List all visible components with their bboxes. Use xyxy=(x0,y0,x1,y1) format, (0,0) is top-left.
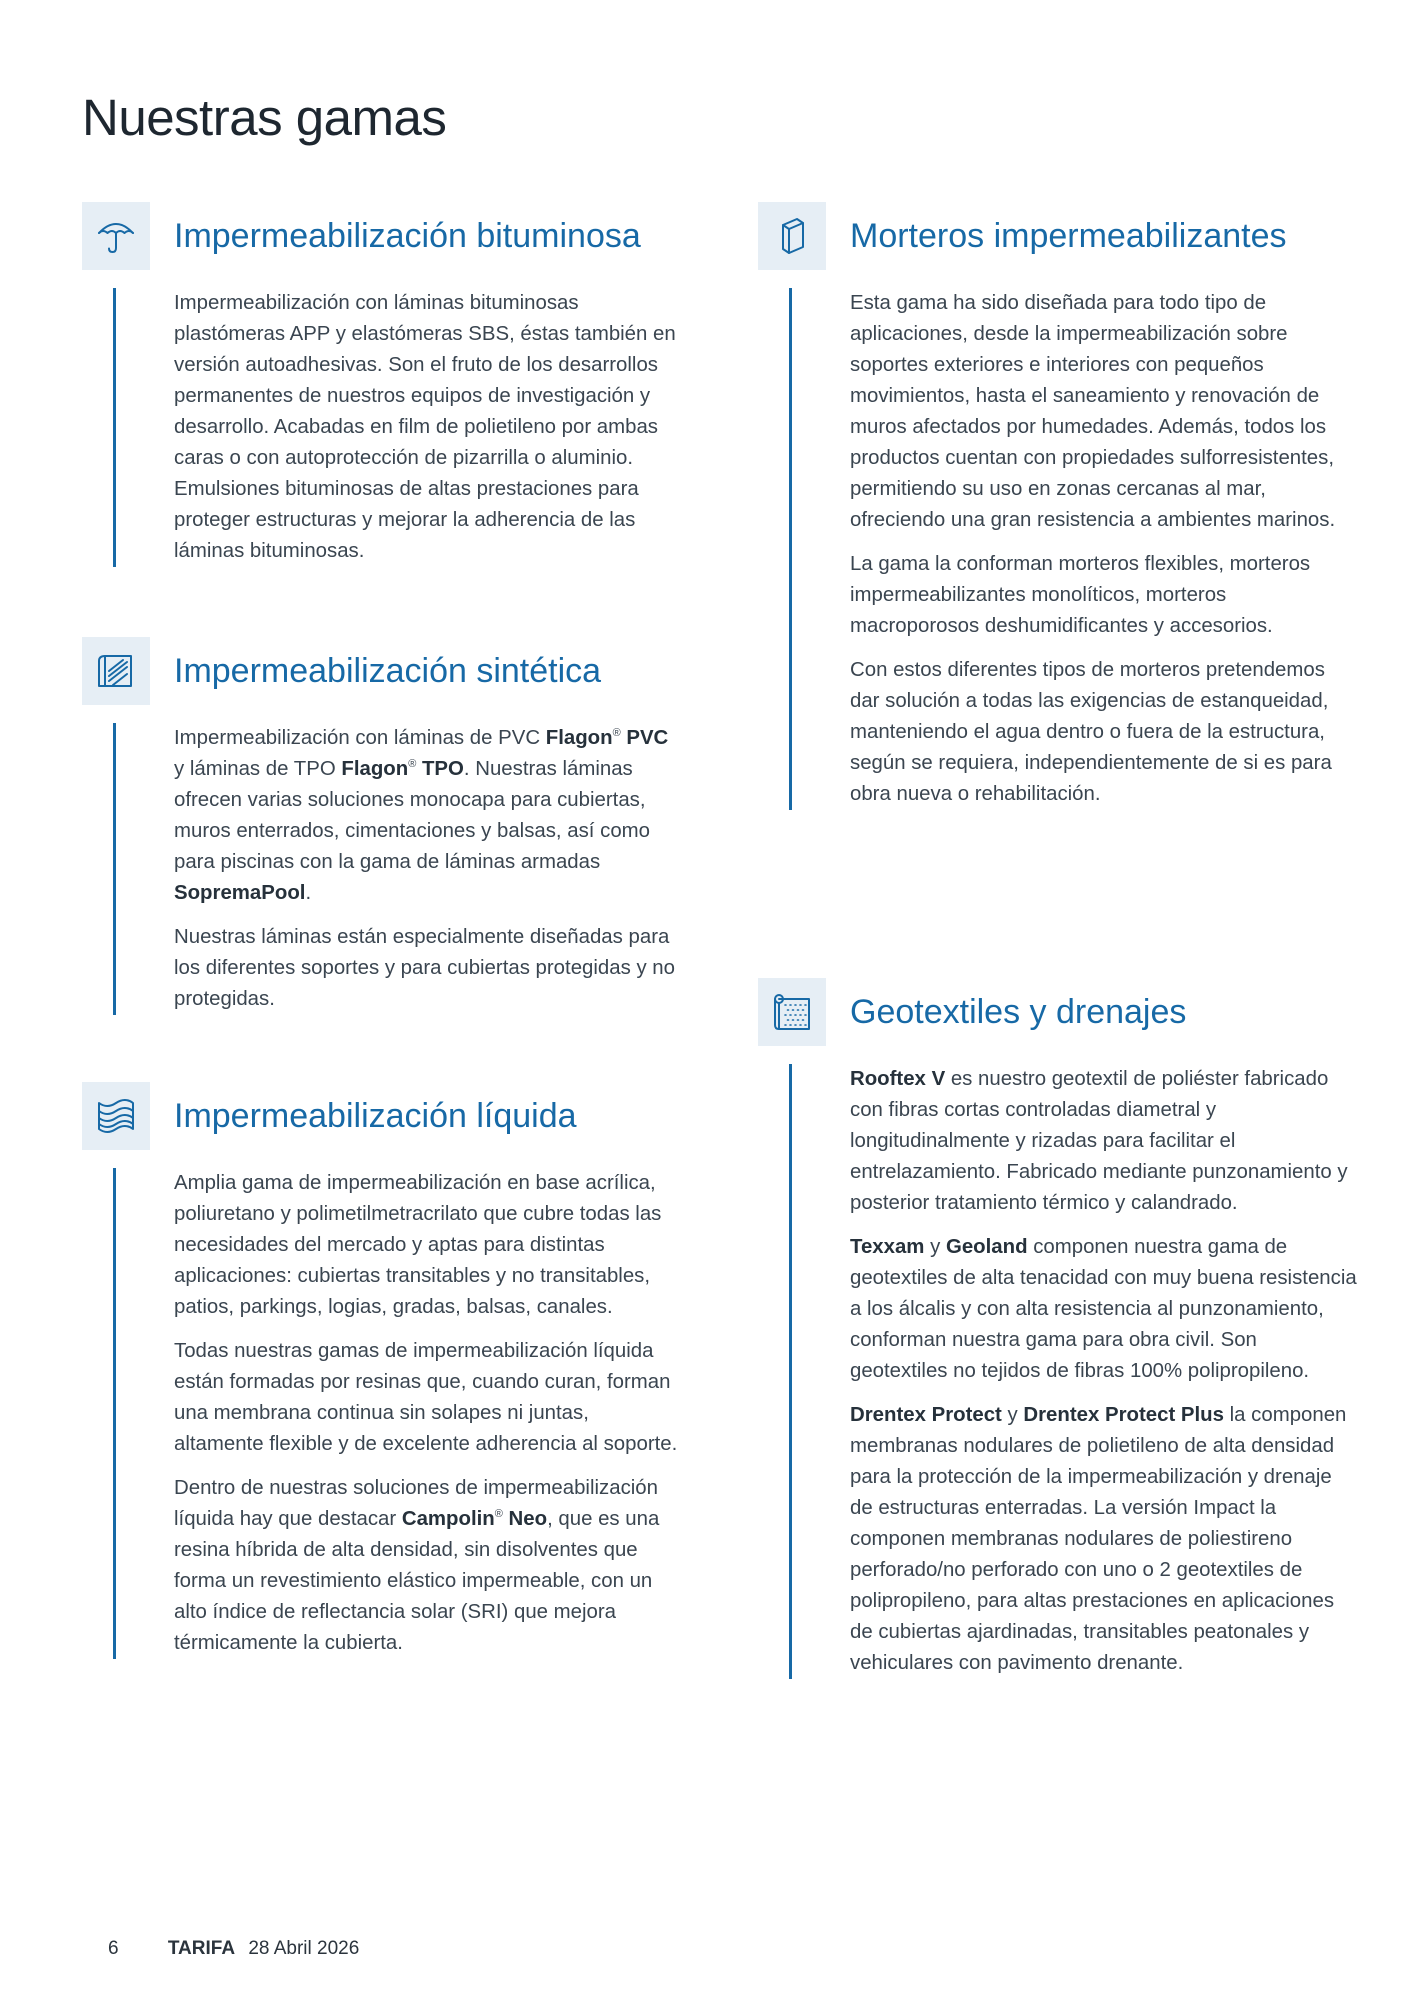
mortar-block-icon xyxy=(758,202,826,270)
paragraph: La gama la conforman morteros flexibles, morteros impermeabilizantes monolíticos, morteros macroporosos deshumidificantes y accesorios. xyxy=(850,553,1311,637)
page-number: 6 xyxy=(108,1938,119,1959)
paragraph: Todas nuestras gamas de impermeabilización líquida están formadas por resinas que, cuando curan, forman una membrana continua sin solapes ni juntas, altamente flexible y de excelente adherencia al soporte. xyxy=(174,1340,678,1455)
paragraph: Impermeabilización con láminas de PVC Flagon® PVC y láminas de TPO Flagon® TPO. Nuestras láminas ofrecen varias soluciones monocapa para cubiertas, muros enterrados, cimentaciones y balsas, así como para piscinas con la gama de láminas armadas SopremaPool. xyxy=(174,727,669,904)
section-morteros xyxy=(758,202,1358,810)
membrane-sheet-icon xyxy=(82,637,150,705)
paragraph: Rooftex V es nuestro geotextil de poliéster fabricado con fibras cortas controladas diametral y longitudinalmente y rizadas para facilitar el entrelazamiento. Fabricado mediante punzonamiento y posterior tratamiento térmico y calandrado. xyxy=(850,1068,1348,1214)
section-title: Impermeabilización bituminosa xyxy=(174,216,641,255)
paragraph: Dentro de nuestras soluciones de impermeabilización líquida hay que destacar Campolin® Neo, que es una resina híbrida de alta densidad, sin disolventes que forma un revestimiento elástico impermeable, con un alto índice de reflectancia solar (SRI) que mejora térmicamente la cubierta. xyxy=(174,1477,660,1654)
section-sintetica xyxy=(82,637,682,1015)
geotextile-roll-icon xyxy=(758,978,826,1046)
section-title: Geotextiles y drenajes xyxy=(850,992,1187,1031)
section-geotextiles xyxy=(758,978,1358,1679)
section-liquida xyxy=(82,1082,682,1659)
section-title: Impermeabilización líquida xyxy=(174,1096,577,1135)
section-title: Impermeabilización sintética xyxy=(174,651,602,690)
section-bituminosa xyxy=(82,202,682,567)
section-body xyxy=(113,288,682,567)
section-body xyxy=(789,1064,1358,1679)
section-title: Morteros impermeabilizantes xyxy=(850,216,1287,255)
paragraph: Nuestras láminas están especialmente diseñadas para los diferentes soportes y para cubiertas protegidas y no protegidas. xyxy=(174,926,675,1010)
paragraph: Amplia gama de impermeabilización en base acrílica, poliuretano y polimetilmetracrilato que cubre todas las necesidades del mercado y aptas para distintas aplicaciones: cubiertas transitables y no transitables, patios, parkings, logias, gradas, balsas, canales. xyxy=(174,1172,662,1318)
paragraph: Drentex Protect y Drentex Protect Plus la componen membranas nodulares de polietileno de alta densidad para la protección de la impermeabilización y drenaje de estructuras enterradas. La versión Impact la componen membranas nodulares de poliestireno perforado/no perforado con uno o 2 geotextiles de polipropileno, para altas prestaciones en aplicaciones de cubiertas ajardinadas, transitables peatonales y vehiculares con pavimento drenante. xyxy=(850,1404,1347,1674)
page-footer xyxy=(108,1938,359,1960)
paragraph: Esta gama ha sido diseñada para todo tipo de aplicaciones, desde la impermeabilización sobre soportes exteriores e interiores con pequeños movimientos, hasta el saneamiento y renovación de muros afectados por humedades. Además, todos los productos cuentan con propiedades sulforresistentes, permitiendo su uso en zonas cercanas al mar, ofreciendo una gran resistencia a ambientes marinos. xyxy=(850,292,1336,531)
section-body xyxy=(789,288,1358,810)
section-body xyxy=(113,723,682,1015)
umbrella-icon xyxy=(82,202,150,270)
section-body xyxy=(113,1168,682,1659)
page-title: Nuestras gamas xyxy=(82,89,447,146)
paragraph: Texxam y Geoland componen nuestra gama de geotextiles de alta tenacidad con muy buena resistencia a los álcalis y con alta resistencia al punzonamiento, conforman nuestra gama para obra civil. Son geotextiles no tejidos de fibras 100% polipropileno. xyxy=(850,1236,1357,1382)
liquid-layers-icon xyxy=(82,1082,150,1150)
paragraph: Impermeabilización con láminas bituminosas plastómeras APP y elastómeras SBS, éstas también en versión autoadhesivas. Son el fruto de los desarrollos permanentes de nuestros equipos de investigación y desarrollo. Acabadas en film de polietileno por ambas caras o con autoprotección de pizarrilla o aluminio. Emulsiones bituminosas de altas prestaciones para proteger estructuras y mejorar la adherencia de las láminas bituminosas. xyxy=(174,292,676,562)
paragraph: Con estos diferentes tipos de morteros pretendemos dar solución a todas las exigencias de estanqueidad, manteniendo el agua dentro o fuera de la estructura, según se requiera, independientemente de si es para obra nueva o rehabilitación. xyxy=(850,659,1332,805)
footer-brand: TARIFA xyxy=(167,1938,236,1959)
footer-date: 28 Abril 2026 xyxy=(248,1938,360,1959)
